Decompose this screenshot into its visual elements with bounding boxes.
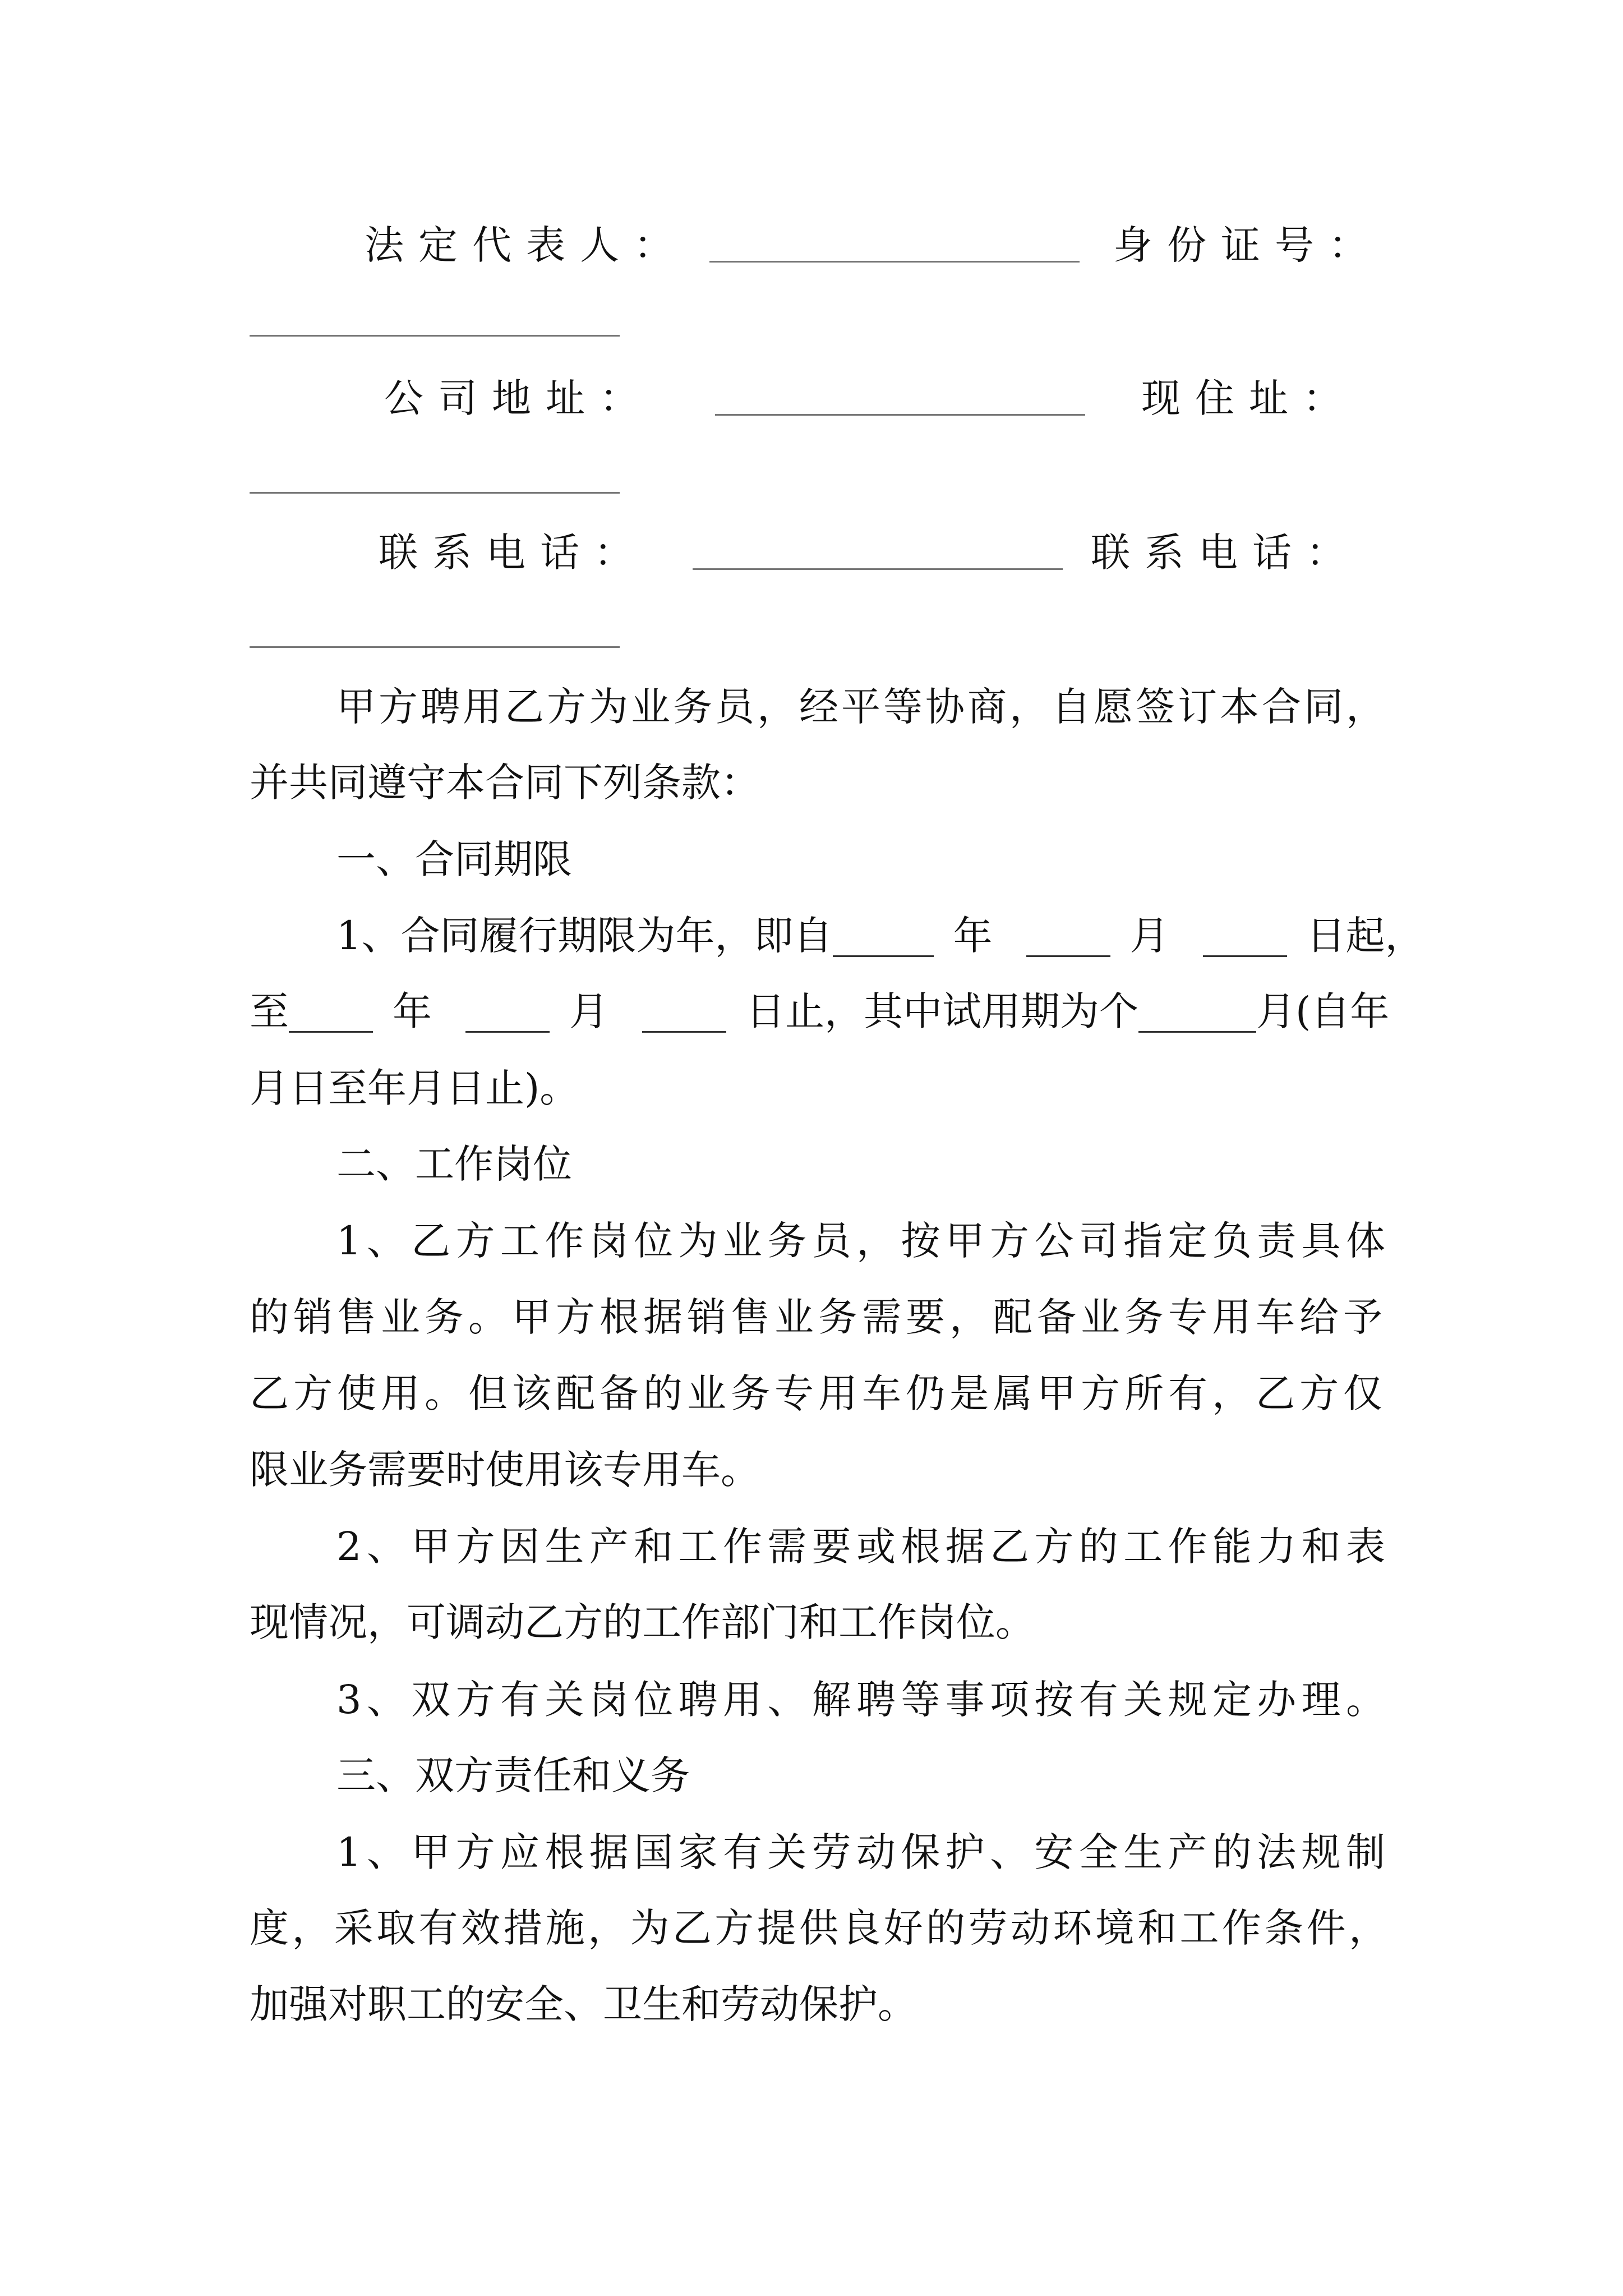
s1-p1-line-3: 月日至年月日止)。 — [250, 1065, 579, 1111]
phone-blank-a — [693, 568, 1063, 570]
s1-year-label-2: 年 — [393, 988, 432, 1034]
s1-to-label: 至 — [250, 988, 289, 1034]
s2-p1-line-4: 限业务需要时使用该专用车。 — [250, 1447, 760, 1493]
start-day-blank — [1203, 922, 1287, 957]
s1-p1-line-1 — [336, 908, 1424, 964]
intro-line-2: 并共同遵守本合同下列条款： — [250, 760, 760, 806]
s2-p1-line-3: 乙方使用。但该配备的业务专用车仍是属甲方所有，乙方仅 — [250, 1370, 1382, 1416]
s2-p1-line-1: 1、乙方工作岗位为业务员，按甲方公司指定负责具体 — [336, 1218, 1385, 1264]
start-year-blank — [833, 922, 934, 957]
s1-year-label: 年 — [953, 913, 993, 959]
s2-p3-line-1: 3、双方有关岗位聘用、解聘等事项按有关规定办理。 — [336, 1677, 1385, 1723]
s2-p2-line-2: 现情况，可调动乙方的工作部门和工作岗位。 — [250, 1599, 1035, 1645]
end-month-blank — [465, 997, 550, 1033]
intro-line-1: 甲方聘用乙方为业务员，经平等协商，自愿签订本合同， — [336, 684, 1385, 730]
phone-label-a: 联系电话： — [379, 530, 648, 576]
phone-row — [0, 524, 1623, 581]
s1-month-label: 月 — [1129, 913, 1169, 959]
company-address-blank — [715, 414, 1085, 416]
company-address-label: 公司地址： — [384, 375, 653, 421]
section-1-title: 一、合同期限 — [336, 836, 572, 882]
section-2-title: 二、工作岗位 — [336, 1141, 572, 1187]
s1-end-text-2: 月(自年 — [1256, 988, 1390, 1034]
s2-p1-line-2: 的销售业务。甲方根据销售业务需要，配备业务专用车给予 — [250, 1294, 1382, 1340]
s3-p1-line-2: 度，采取有效措施，为乙方提供良好的劳动环境和工作条件， — [250, 1905, 1388, 1951]
s1-text-a: 1、合同履行期限为年，即自 — [336, 913, 833, 959]
s2-p2-line-1: 2、甲方因生产和工作需要或根据乙方的工作能力和表 — [336, 1524, 1385, 1570]
legal-rep-blank — [709, 261, 1080, 263]
phone-label-b: 联系电话： — [1091, 530, 1360, 576]
phone-blank-b — [250, 646, 620, 648]
current-address-blank — [250, 492, 620, 494]
probation-months-blank — [1138, 997, 1256, 1033]
current-address-label: 现住址： — [1141, 375, 1357, 421]
section-3-title: 三、双方责任和义务 — [336, 1752, 690, 1798]
legal-rep-label: 法定代表人： — [365, 222, 688, 268]
id-number-label: 身份证号： — [1113, 222, 1382, 268]
s1-p1-line-2 — [250, 983, 1405, 1039]
s1-start-label: 日起， — [1306, 913, 1424, 959]
company-address-row — [0, 370, 1623, 426]
start-month-blank — [1026, 922, 1110, 957]
s1-month-label-2: 月 — [569, 988, 608, 1034]
end-year-blank — [289, 997, 373, 1033]
id-number-blank — [250, 335, 620, 337]
s3-p1-line-3: 加强对职工的安全、卫生和劳动保护。 — [250, 1981, 917, 2027]
s1-end-text: 日止，其中试用期为个 — [746, 988, 1138, 1034]
end-day-blank — [642, 997, 726, 1033]
legal-rep-row — [0, 217, 1623, 273]
s3-p1-line-1: 1、甲方应根据国家有关劳动保护、安全生产的法规制 — [336, 1829, 1385, 1875]
